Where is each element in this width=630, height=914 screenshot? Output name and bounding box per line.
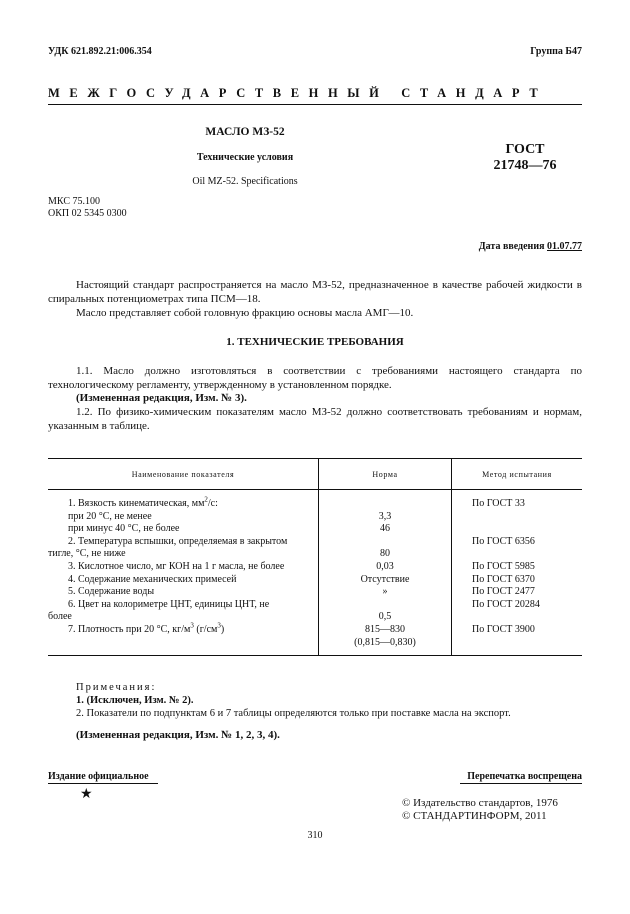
reprint-prohibited: Перепечатка воспрещена [460,771,582,784]
indicator-cell: 7. Плотность при 20 °С, $кг/м^3$ $(г/см^3)$ [48,624,319,656]
table-row [48,490,582,536]
intro-paragraph-1: Настоящий стандарт распространяется на масло МЗ-52, предназначенное в качестве рабочей жидкости в спиральных потенциометрах типа ПСМ—18. [48,279,582,305]
indicator-cell [48,490,319,536]
table-row [48,561,582,574]
intro-paragraph-2: Масло представляет собой головную фракцию основы масла АМГ—10. [76,307,414,319]
udc-code: УДК 621.892.21:006.354 [48,46,152,57]
method-cell: По ГОСТ 6356 [452,536,583,561]
star-icon: ★ [80,787,93,802]
intro-date-label: Дата введения [478,241,545,252]
col-header-norm: Норма [319,459,452,490]
paragraph-1-1: 1.1. Масло должно изготовляться в соответствии с требованиями настоящего стандарта по технологическому регламенту, утвержденному в установленном порядке. [48,365,582,391]
indicator-cell: 4. Содержание механических примесей [68,573,237,585]
document-subtitle: Технические условия [196,152,294,163]
copyright-1976: © Издательство стандартов, 1976 [402,797,558,809]
indicator-cell: 6. Цвет на колориметре ЦНТ, единицы ЦНТ, не более [48,598,270,623]
gost-designation [470,142,580,174]
section-heading: 1. ТЕХНИЧЕСКИЕ ТРЕБОВАНИЯ [226,336,404,348]
indicator-sub: при 20 °С, не менее [68,510,152,522]
indicator-cell: 2. Температура вспышки, определяемая в закрытом тигле, °С, не ниже [48,535,288,560]
page-number: 310 [307,830,323,841]
standard-banner: МЕЖГОСУДАРСТВЕННЫЙ СТАНДАРТ [48,86,548,100]
norm-cell: 815—830 (0,815—0,830) [319,624,452,656]
table-row [48,536,582,561]
gost-label: ГОСТ [505,142,545,157]
norm-cell: 0,03 [319,561,452,574]
table-header-row [48,459,582,490]
introduction-date [479,241,582,252]
indicator-cell: 5. Содержание воды [68,586,155,598]
table-row [48,574,582,587]
col-header-method: Метод испытания [452,459,583,490]
method-cell: По ГОСТ 3900 [452,624,583,656]
norm-cell: 0,5 [319,599,452,624]
banner-rule [48,104,582,105]
amendment-note: (Измененная редакция, Изм. № 1, 2, 3, 4). [76,729,280,741]
col-header-indicator: Наименование показателя [48,459,319,490]
method-cell: По ГОСТ 33 [452,490,583,536]
paragraph-1-2: 1.2. По физико-химическим показателям масло МЗ-52 должно соответствовать требованиям и нормам, указанным в таблице. [48,406,582,432]
mks-code: МКС 75.100 [48,196,100,207]
group-code: Группа Б47 [530,46,582,57]
indicator-name: 1. Вязкость кинематическая, $мм^2/с$: [68,495,218,509]
indicator-cell: 3. Кислотное число, мг КОН на 1 г масла, не более [68,560,285,572]
method-cell: По ГОСТ 2477 [452,586,583,599]
copyright-2011: © СТАНДАРТИНФОРМ, 2011 [402,810,547,822]
method-cell: По ГОСТ 5985 [452,561,583,574]
note-1: 1. (Исключен, Изм. № 2). [76,695,194,706]
classification-codes [48,196,127,220]
document-title: МАСЛО МЗ-52 [205,126,285,138]
norm-cell: » [319,586,452,599]
norm-cell: 80 [319,536,452,561]
indicator-sub: при минус 40 °С, не более [68,523,180,535]
gost-number: 21748—76 [493,158,557,173]
method-cell: По ГОСТ 6370 [452,574,583,587]
amendment-note-1-1: (Измененная редакция, Изм. № 3). [76,392,247,404]
norm-cell: Отсутствие [319,574,452,587]
intro-date-value: 01.07.77 [547,241,582,252]
requirements-table [48,458,582,656]
okp-code: ОКП 02 5345 0300 [48,208,127,219]
table-row [48,586,582,599]
copyright-block [402,797,582,823]
english-title: Oil MZ-52. Specifications [192,176,298,187]
notes-title: Примечания: [76,682,157,693]
official-edition: Издание официальное [48,771,158,784]
note-2: 2. Показатели по подпунктам 6 и 7 таблицы определяются только при поставке масла на экспорт. [76,708,511,719]
table-row [48,624,582,656]
method-cell: По ГОСТ 20284 [452,599,583,624]
table-row [48,599,582,624]
table-notes [76,681,511,720]
norm-cell: 3,3 46 [319,490,452,536]
